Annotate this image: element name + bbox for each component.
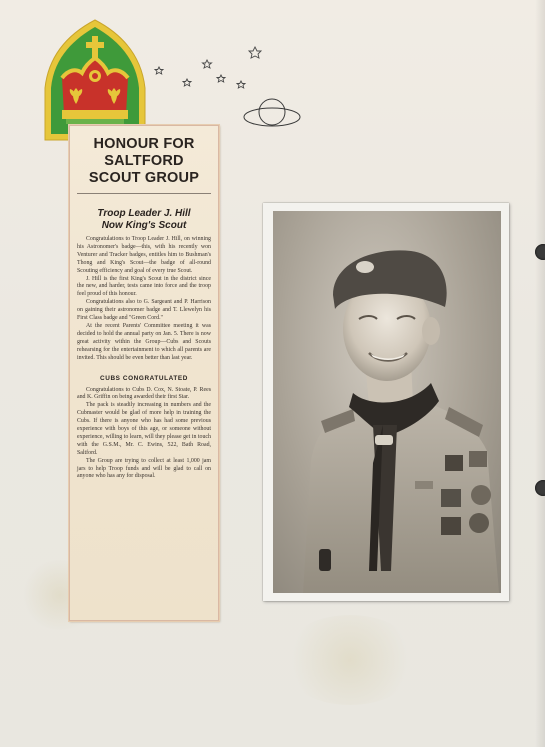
article-paragraph: At the recent Parents' Committee meeting it was decided to hold the annual party on Jan. 5. There is now great activity within the Group—Cubs and Scouts rehearsing for the entertainment to which all parents are invited. This should be even better than last year. (77, 322, 211, 361)
star-icon (203, 60, 212, 68)
kings-scout-crown-badge-icon (42, 18, 148, 142)
article-paragraph: Congratulations to Troop Leader J. Hill, on winning his Astronomer's badge—this, with his recently won Venturer and Tracker badges, entitles him to Bushman's Thong and King's Scout—the badge of all-round Scouting efficiency and goal of every true Scout. (77, 236, 211, 274)
star-doodles (145, 38, 310, 138)
paper-stain (280, 615, 420, 705)
binder-hole (535, 244, 545, 260)
ringed-planet-icon (244, 99, 300, 126)
article-paragraph: Congratulations to Cubs D. Cox, N. Stoate, P. Rees and K. Griffin on being awarded their first Star. (77, 386, 211, 401)
article-paragraph: Congratulations also to G. Sargeant and P. Harrison on gaining their astronomer badge and T. Llewelyn his First Class badge and "Green Cord." (77, 299, 211, 322)
page-edge-shadow (535, 0, 545, 747)
photo-mount (263, 203, 509, 601)
star-icon (155, 67, 163, 74)
star-icon (217, 75, 225, 82)
article-paragraph: The pack is steadily increasing in numbers and the Cubmaster would be glad of more help in training the Cubs. If there is anyone who has had some previous experience with boys of this age, or someone without experience, willing to learn, will they please get in touch with the G.S.M., Mr. C. Ewins, 522, Bath Road, Saltford. (77, 402, 211, 456)
binder-hole (535, 480, 545, 496)
star-icon (249, 47, 261, 58)
newspaper-clipping (69, 125, 219, 621)
article-body (77, 236, 211, 363)
section-heading: CUBS CONGRATULATED (100, 374, 188, 382)
clipping-headline: HONOUR FOR SALTFORD SCOUT GROUP (77, 136, 211, 194)
star-icon (237, 81, 245, 88)
scout-portrait-photo (273, 211, 501, 593)
clipping-subheading: Troop Leader J. Hill Now King's Scout (97, 208, 191, 231)
scout-portrait-image (273, 211, 501, 593)
article-paragraph: J. Hill is the first King's Scout in the district since the new, and harder, tests came into force and the troop feel proud of this honour. (77, 275, 211, 298)
cubs-article-body (77, 387, 211, 482)
article-paragraph: The Group are trying to collect at least 1,000 jam jars to help Troop funds and will be glad to call on anyone who has any for disposal. (77, 457, 211, 480)
star-icon (183, 79, 191, 86)
